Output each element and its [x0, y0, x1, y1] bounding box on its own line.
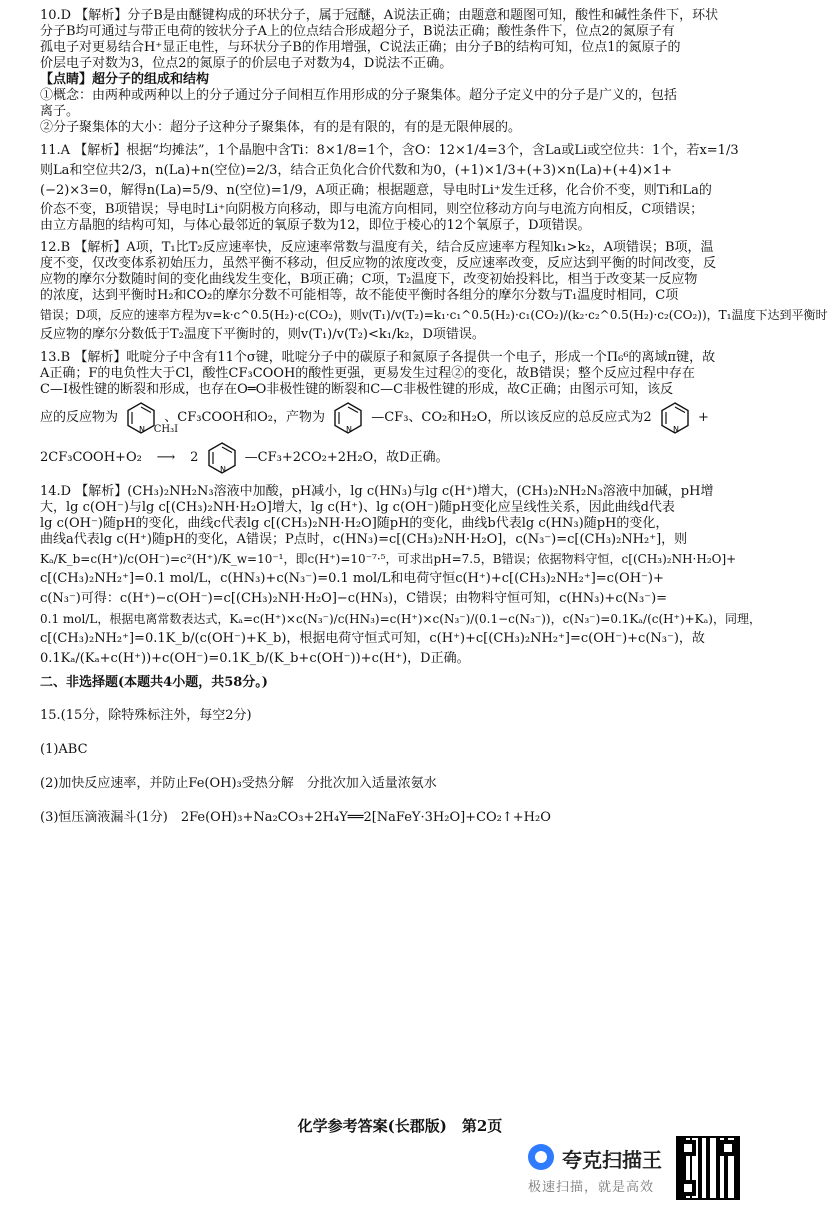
text-line: (2)加快反应速率，并防止Fe(OH)₃受热分解 分批次加入适量浓氨水: [40, 776, 437, 791]
text-fragment: 2: [190, 450, 199, 465]
text-line: A正确；F的电负性大于Cl，酸性CF₃COOH的酸性更强，更易发生过程②的变化，故B错误；整个反应过程中存在: [40, 366, 695, 381]
brand-slogan: 极速扫描，就是高效: [528, 1180, 655, 1195]
text-fragment: 2CF₃COOH+O₂: [40, 450, 142, 465]
text-line: 曲线a代表lg c(H⁺)随pH的变化，A错误；P点时，c(HN₃)=c[(CH₃)₂NH·H₂O]，c(N₃⁻)=c[(CH₃)₂NH₂⁺]，则: [40, 532, 688, 547]
text-line: 的浓度，达到平衡时H₂和CO₂的摩尔分数不可能相等，故不能使平衡时各组分的摩尔分数与T₁温度时相同，C项: [40, 288, 679, 303]
text-line: 离子。: [40, 104, 80, 119]
question-11: [40, 142, 768, 234]
text-line: 价层电子对数为3，位点2的氮原子的价层电子对数为4，D说法不正确。: [40, 56, 453, 71]
qr-code-icon: [676, 1136, 740, 1200]
text-line: 由立方晶胞的结构可知，与体心最邻近的氧原子数为12，即位于棱心的12个氧原子，D项错误。: [40, 218, 591, 233]
text-line: (−2)×3=0，解得n(La)=5/9、n(空位)=1/9，A项正确；根据题意，导电时Li⁺发生迁移，化合价不变，则Ti和La的: [40, 183, 712, 198]
text-line: 15.(15分，除特殊标注外，每空2分): [40, 708, 252, 723]
question-14: [40, 484, 768, 668]
text-line: c[(CH₃)₂NH₂⁺]=0.1 mol/L，c(HN₃)+c(N₃⁻)=0.1 mol/L和电荷守恒c(H⁺)+c[(CH₃)₂NH₂⁺]=c(OH⁻)+: [40, 571, 664, 586]
text-line: 反应物的摩尔分数低于T₂温度下平衡时的，则v(T₁)/v(T₂)<k₁/k₂，D项错误。: [40, 327, 485, 342]
svg-text:N: N: [672, 424, 679, 434]
text-line: 11.A 【解析】根据“均摊法”，1个晶胞中含Ti：8×1/8=1个，含O：12×1/4=3个，含La或Li或空位共：1个，若x=1/3: [40, 143, 739, 158]
text-line: 大，lg c(OH⁻)与lg c[(CH₃)₂NH·H₂O]增大，lg c(H⁺)、lg c(OH⁻)随pH变化应呈线性关系，因此曲线d代表: [40, 500, 675, 515]
section-heading: 二、非选择题(本题共4小题，共58分。): [40, 675, 268, 690]
text-fragment: 、CF₃COOH和O₂，产物为: [164, 410, 325, 425]
arrow-condition: CH₃I: [153, 424, 179, 435]
page-footer: 化学参考答案(长郡版) 第2页: [297, 1117, 503, 1135]
text-line: 孤电子对更易结合H⁺显正电性，与环状分子B的作用增强，C说法正确；由分子B的结构可知，位点1的氮原子的: [40, 40, 681, 55]
text-line: 12.B 【解析】A项，T₁比T₂反应速率快，反应速率常数与温度有关，结合反应速率方程知k₁>k₂，A项错误；B项，温: [40, 240, 714, 255]
brand-name: 夸克扫描王: [562, 1148, 662, 1172]
pyridine-ring-icon: [331, 401, 365, 435]
text-line: c(N₃⁻)可得：c(H⁺)−c(OH⁻)=c[(CH₃)₂NH·H₂O]−c(HN₃)，C错误；由物料守恒可知，c(HN₃)+c(N₃⁻)=: [40, 591, 668, 606]
text-fragment: —CF₃+2CO₂+2H₂O，故D正确。: [244, 450, 449, 465]
text-line: lg c(OH⁻)随pH的变化，曲线c代表lg c[(CH₃)₂NH·H₂O]随pH的变化，曲线b代表lg c(HN₃)随pH的变化，: [40, 516, 669, 531]
svg-text:N: N: [139, 424, 146, 434]
text-line: 0.1Kₐ/(Kₐ+c(H⁺))+c(OH⁻)=0.1K_b/(K_b+c(OH⁻))+c(H⁺)，D正确。: [40, 651, 470, 666]
svg-text:N: N: [219, 464, 226, 474]
pyridine-ring-icon: [658, 401, 692, 435]
question-15: [40, 705, 768, 828]
text-line: 【点睛】超分子的组成和结构: [40, 72, 210, 87]
pyridine-ring-icon: [205, 441, 239, 475]
qr-finder-pattern: [680, 1180, 696, 1196]
text-line: ①概念：由两种或两种以上的分子通过分子间相互作用形成的分子聚集体。超分子定义中的分子是广义的，包括: [40, 88, 678, 103]
text-line: 度不变，仅改变体系初始压力，虽然平衡不移动，但反应物的浓度改变，反应速率改变，反应达到平衡的时间改变，反: [40, 256, 717, 271]
text-fragment: —CF₃、CO₂和H₂O，所以该反应的总反应式为2: [371, 410, 652, 425]
text-line: 错误；D项，反应的速率方程为v=k·c^0.5(H₂)·c(CO₂)，则v(T₁)/v(T₂)=k₁·c₁^0.5(H₂)·c₁(CO₂)/(k₂·c₂^0.5(H₂)·c₂(CO₂))，T₁温度下达到平衡时: [40, 308, 828, 322]
text-line: 则La和空位共2/3，n(La)+n(空位)=2/3，结合正负化合价代数和为0，(+1)×1/3+(+3)×n(La)+(+4)×1+: [40, 163, 673, 178]
text-fragment: +: [698, 410, 709, 425]
text-line: ②分子聚集体的大小：超分子这种分子聚集体，有的是有限的，有的是无限伸展的。: [40, 120, 522, 135]
text-line: (3)恒压滴液漏斗(1分) 2Fe(OH)₃+Na₂CO₃+2H₄Y══2[NaFeY·3H₂O]+CO₂↑+H₂O: [40, 810, 551, 825]
text-line: 0.1 mol/L，根据电离常数表达式，Kₐ=c(H⁺)×c(N₃⁻)/c(HN₃)=c(H⁺)×c(N₃⁻)/(0.1−c(N₃⁻))，c(N₃⁻)=0.1Kₐ/(c(H⁺)+Kₐ)，同理，: [40, 612, 761, 626]
reaction-arrow: [146, 424, 186, 478]
text-line: 14.D 【解析】(CH₃)₂NH₂N₃溶液中加酸，pH减小，lg c(HN₃)与lg c(H⁺)增大，(CH₃)₂NH₂N₃溶液中加碱，pH增: [40, 484, 714, 499]
text-line: 10.D 【解析】分子B是由醚键构成的环状分子，属于冠醚，A说法正确；由题意和题图可知，酸性和碱性条件下，环状: [40, 8, 719, 23]
text-line: c[(CH₃)₂NH₂⁺]=0.1K_b/(c(OH⁻)+K_b)，根据电荷守恒式可知，c(H⁺)+c[(CH₃)₂NH₂⁺]=c(OH⁻)+c(N₃⁻)，故: [40, 631, 705, 646]
question-13: [40, 350, 768, 478]
text-line: Kₐ/K_b=c(H⁺)/c(OH⁻)=c²(H⁺)/K_w=10⁻¹，即c(H⁺)=10⁻⁷·⁵，可求出pH=7.5，B错误；依据物料守恒，c[(CH₃)₂NH·H₂O]+: [40, 552, 737, 566]
quark-logo-icon: [528, 1144, 554, 1170]
text-fragment: 应的反应物为: [40, 410, 119, 425]
text-line: C—I极性键的断裂和形成，也存在O═O非极性键的断裂和C—C非极性键的形成，故C正确；由图示可知，该反: [40, 382, 674, 397]
answer-page: [40, 8, 828, 841]
question-12: [40, 240, 828, 344]
text-line: 13.B 【解析】吡啶分子中含有11个σ键，吡啶分子中的碳原子和氮原子各提供一个电子，形成一个Π₆⁶的离域π键，故: [40, 350, 716, 365]
text-line: 价态不变，B项错误；导电时Li⁺向阴极方向移动，即与电流方向相同，则空位移动方向与电流方向相反，C项错误；: [40, 202, 704, 217]
svg-text:N: N: [346, 424, 353, 434]
text-line: 分子B均可通过与带正电荷的铵状分子A上的位点结合形成超分子，B说法正确；酸性条件下，位点2的氮原子有: [40, 24, 675, 39]
text-line: [40, 424, 768, 478]
arrow-icon: ⟶: [156, 450, 176, 465]
text-line: 应物的摩尔分数随时间的变化曲线发生变化，B项正确；C项，T₂温度下，改变初始投料比，相当于改变某一反应物: [40, 272, 698, 287]
text-line: (1)ABC: [40, 742, 88, 757]
scanner-watermark: [528, 1140, 688, 1200]
question-10: [40, 8, 768, 136]
